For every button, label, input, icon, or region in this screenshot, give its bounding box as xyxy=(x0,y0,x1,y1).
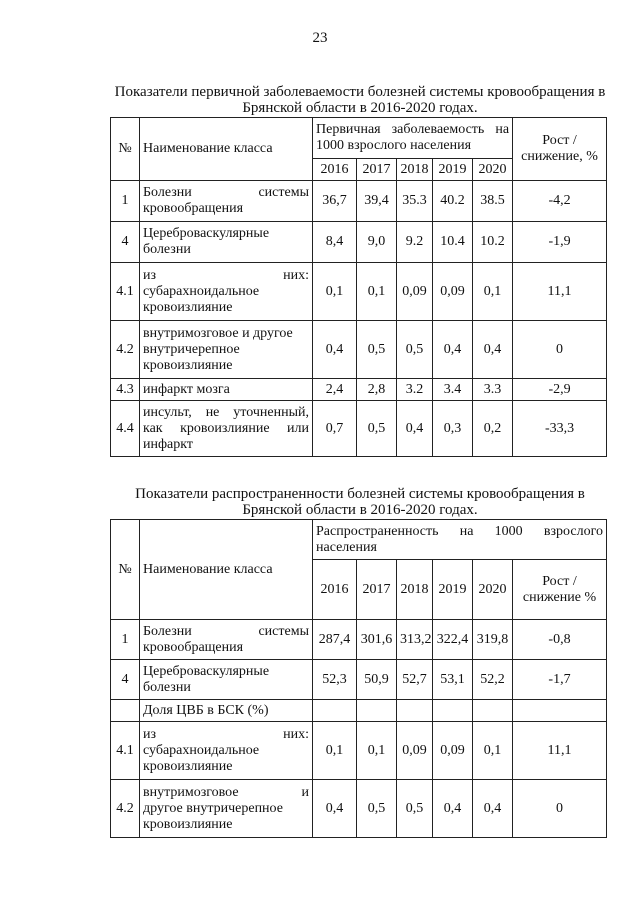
row-change: -33,3 xyxy=(513,401,607,457)
row-value: 0,5 xyxy=(397,780,433,838)
table2-caption-line2: Брянской области в 2016-2020 годах. xyxy=(242,502,478,518)
row-value xyxy=(433,700,473,722)
table2-header-change: Рост / снижение % xyxy=(513,560,607,620)
row-value: 0,4 xyxy=(313,780,357,838)
row-change: 11,1 xyxy=(513,263,607,321)
row-value: 10.4 xyxy=(433,222,473,263)
row-value: 38.5 xyxy=(473,181,513,222)
row-value: 2,8 xyxy=(357,379,397,401)
table1-header-name: Наименование класса xyxy=(140,118,313,181)
row-value xyxy=(397,700,433,722)
row-value: 322,4 xyxy=(433,620,473,660)
row-value: 0,3 xyxy=(433,401,473,457)
row-value: 0,1 xyxy=(313,263,357,321)
table-row xyxy=(111,321,607,379)
row-value: 0,09 xyxy=(397,722,433,780)
row-value: 0,2 xyxy=(473,401,513,457)
row-value: 3.2 xyxy=(397,379,433,401)
row-value: 52,7 xyxy=(397,660,433,700)
table2-year: 2018 xyxy=(397,560,433,620)
row-num: 4 xyxy=(111,222,140,263)
row-value: 287,4 xyxy=(313,620,357,660)
row-value: 301,6 xyxy=(357,620,397,660)
row-value: 0,4 xyxy=(433,321,473,379)
table-row xyxy=(111,181,607,222)
row-num: 1 xyxy=(111,181,140,222)
table2-header-name: Наименование класса xyxy=(140,520,313,620)
table2-caption xyxy=(100,486,620,518)
row-change xyxy=(513,700,607,722)
row-name: внутримозговое и другое внутричерепное кровоизлияние xyxy=(140,780,313,838)
row-value: 2,4 xyxy=(313,379,357,401)
row-num: 4.2 xyxy=(111,321,140,379)
page-number: 23 xyxy=(312,30,328,46)
row-value: 9,0 xyxy=(357,222,397,263)
table1-caption xyxy=(100,84,620,116)
row-value: 313,2 xyxy=(397,620,433,660)
row-name: Болезни системы кровообращения xyxy=(140,181,313,222)
row-value xyxy=(313,700,357,722)
row-value: 319,8 xyxy=(473,620,513,660)
row-name: из них: субарахноидальное кровоизлияние xyxy=(140,722,313,780)
row-value: 8,4 xyxy=(313,222,357,263)
row-name: Болезни системы кровообращения xyxy=(140,620,313,660)
row-value: 0,09 xyxy=(397,263,433,321)
row-name: из них: субарахноидальное кровоизлияние xyxy=(140,263,313,321)
row-change: -1,7 xyxy=(513,660,607,700)
table1-caption-line1: Показатели первичной заболеваемости болезней системы кровообращения в xyxy=(114,84,606,100)
row-name: Цереброваскулярные болезни xyxy=(140,660,313,700)
table1-header-num: № xyxy=(111,118,140,181)
row-value: 0,1 xyxy=(473,722,513,780)
row-value: 3.4 xyxy=(433,379,473,401)
row-value: 9.2 xyxy=(397,222,433,263)
table2-year: 2016 xyxy=(313,560,357,620)
row-value: 0,09 xyxy=(433,722,473,780)
row-value: 0,09 xyxy=(433,263,473,321)
row-value: 52,2 xyxy=(473,660,513,700)
row-change: -0,8 xyxy=(513,620,607,660)
row-change: 0 xyxy=(513,780,607,838)
table2-year: 2020 xyxy=(473,560,513,620)
row-num: 1 xyxy=(111,620,140,660)
row-num: 4.2 xyxy=(111,780,140,838)
table-row xyxy=(111,620,607,660)
row-value: 0,5 xyxy=(357,401,397,457)
row-value: 0,5 xyxy=(397,321,433,379)
table1-header-row xyxy=(111,118,607,159)
table1-year: 2018 xyxy=(397,159,433,181)
row-value: 0,4 xyxy=(313,321,357,379)
row-value: 53,1 xyxy=(433,660,473,700)
row-value: 40.2 xyxy=(433,181,473,222)
row-value xyxy=(473,700,513,722)
row-value: 0,4 xyxy=(397,401,433,457)
row-name: внутримозговое и другое внутричерепное кровоизлияние xyxy=(140,321,313,379)
table2-header-row xyxy=(111,520,607,560)
row-change: -1,9 xyxy=(513,222,607,263)
row-value: 0,4 xyxy=(473,321,513,379)
row-value: 39,4 xyxy=(357,181,397,222)
row-change: 11,1 xyxy=(513,722,607,780)
incidence-table xyxy=(110,117,607,457)
table-row xyxy=(111,722,607,780)
row-value: 0,1 xyxy=(313,722,357,780)
row-change: 0 xyxy=(513,321,607,379)
row-value: 0,5 xyxy=(357,321,397,379)
table1-header-group: Первичная заболеваемость на 1000 взрослого населения xyxy=(313,118,513,159)
row-value: 0,1 xyxy=(357,263,397,321)
table2-year: 2019 xyxy=(433,560,473,620)
table-row xyxy=(111,379,607,401)
row-value: 0,7 xyxy=(313,401,357,457)
table-row xyxy=(111,700,607,722)
row-name: Цереброваскулярные болезни xyxy=(140,222,313,263)
row-value: 0,1 xyxy=(473,263,513,321)
row-num xyxy=(111,700,140,722)
table1-caption-line2: Брянской области в 2016-2020 годах. xyxy=(242,100,478,116)
row-value: 50,9 xyxy=(357,660,397,700)
row-num: 4.4 xyxy=(111,401,140,457)
row-name: Доля ЦВБ в БСК (%) xyxy=(140,700,313,722)
table-row xyxy=(111,263,607,321)
table-row xyxy=(111,660,607,700)
prevalence-table xyxy=(110,519,607,838)
table-row xyxy=(111,401,607,457)
row-value: 0,1 xyxy=(357,722,397,780)
table2-header-group: Распространенность на 1000 взрослого населения xyxy=(313,520,607,560)
table1-header-change: Рост / снижение, % xyxy=(513,118,607,181)
row-value: 36,7 xyxy=(313,181,357,222)
table1-year: 2019 xyxy=(433,159,473,181)
table1-year: 2016 xyxy=(313,159,357,181)
table2-header-num: № xyxy=(111,520,140,620)
row-value xyxy=(357,700,397,722)
row-value: 10.2 xyxy=(473,222,513,263)
table1-year: 2020 xyxy=(473,159,513,181)
table2-year: 2017 xyxy=(357,560,397,620)
table1-year: 2017 xyxy=(357,159,397,181)
table2-caption-line1: Показатели распространенности болезней системы кровообращения в xyxy=(135,486,585,502)
row-value: 52,3 xyxy=(313,660,357,700)
row-num: 4.3 xyxy=(111,379,140,401)
row-value: 3.3 xyxy=(473,379,513,401)
row-change: -4,2 xyxy=(513,181,607,222)
row-name: инфаркт мозга xyxy=(140,379,313,401)
row-num: 4.1 xyxy=(111,263,140,321)
row-name: инсульт, не уточненный, как кровоизлияние или инфаркт xyxy=(140,401,313,457)
row-value: 35.3 xyxy=(397,181,433,222)
row-num: 4 xyxy=(111,660,140,700)
table-row xyxy=(111,780,607,838)
table-row xyxy=(111,222,607,263)
row-value: 0,5 xyxy=(357,780,397,838)
row-change: -2,9 xyxy=(513,379,607,401)
row-value: 0,4 xyxy=(473,780,513,838)
row-value: 0,4 xyxy=(433,780,473,838)
row-num: 4.1 xyxy=(111,722,140,780)
